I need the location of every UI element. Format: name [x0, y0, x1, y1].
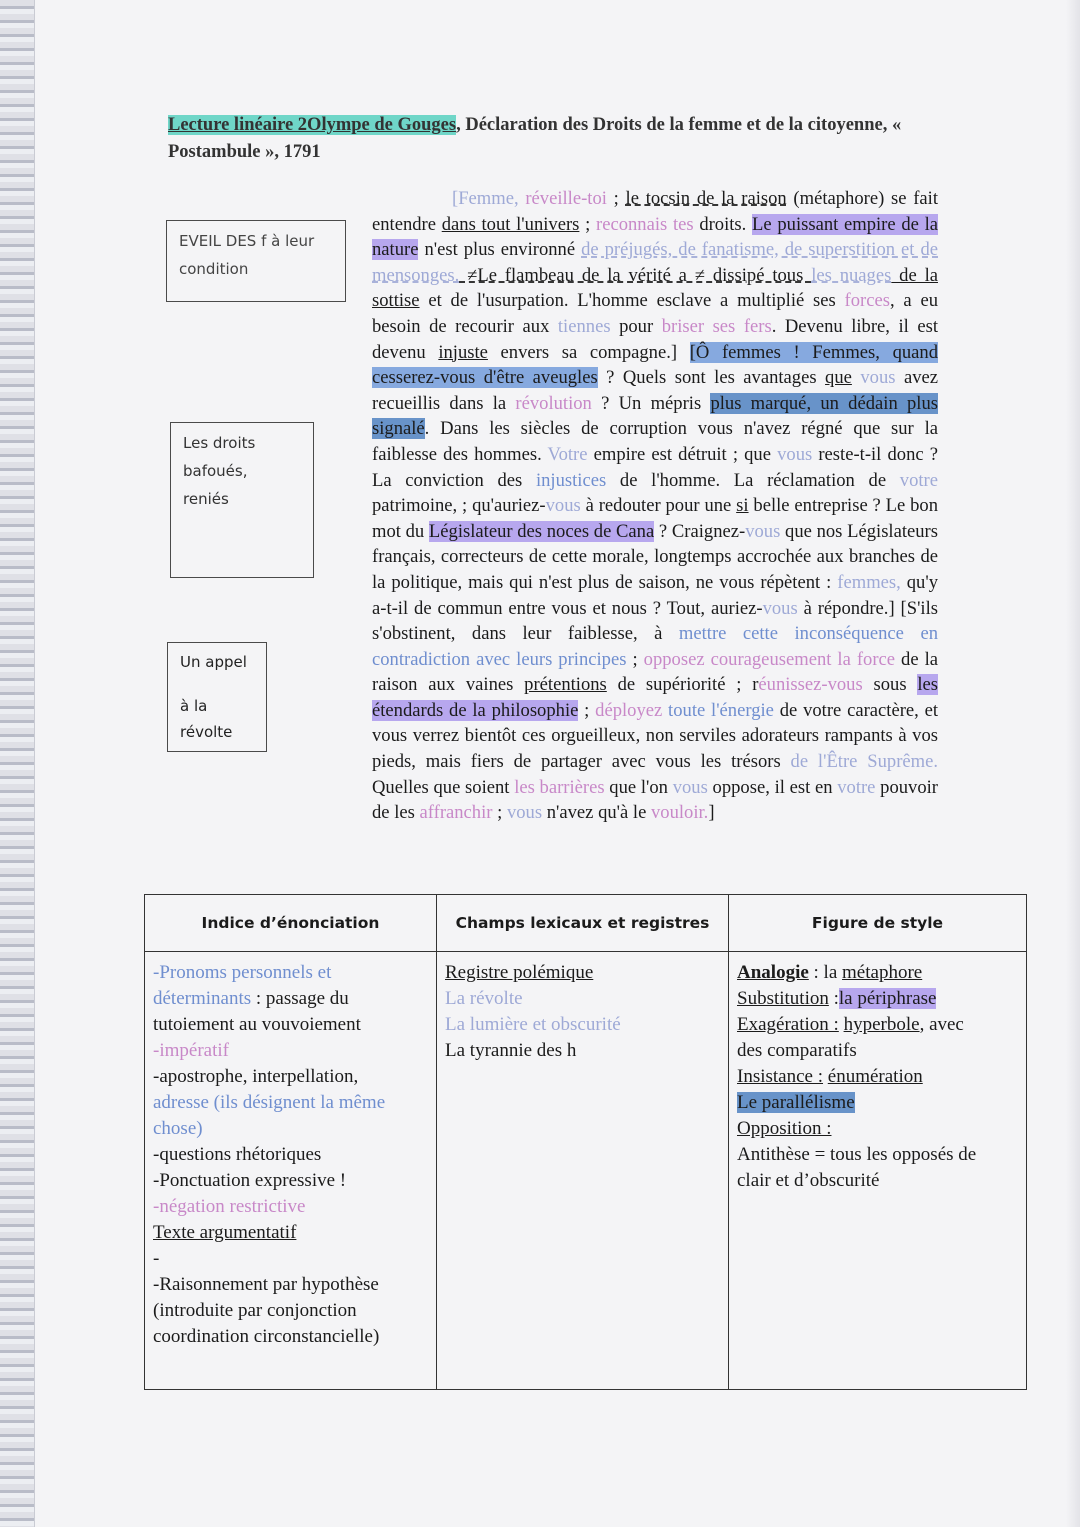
t11: n'est plus environné	[418, 239, 582, 261]
t30: révolution	[515, 392, 592, 414]
t39: de l'homme. La réclamation de	[606, 469, 900, 491]
table-header-row	[145, 895, 1027, 952]
figure-antithese-cont: clair et d’obscurité	[737, 1170, 880, 1191]
list-item: -impératif	[153, 1040, 229, 1061]
t53: vous	[762, 597, 798, 619]
page-shadow	[1066, 0, 1080, 1527]
t52: qu'y a-t-il de commun entre vous et nous ? Tout, auriez-	[372, 571, 938, 619]
t7: ;	[579, 213, 596, 235]
figure-rest: , avec	[919, 1014, 964, 1035]
t32: plus marqué, un dédain plus signalé	[372, 392, 938, 440]
list-item: -apostrophe, interpellation,	[153, 1066, 359, 1087]
t8: reconnais tes	[596, 213, 694, 235]
list-item: -Raisonnement par hypothèse	[153, 1274, 379, 1295]
t47: Législateur des noces de Cana	[428, 520, 655, 542]
t19: tiennes	[557, 315, 611, 337]
margin-note-line: Un appel	[180, 653, 247, 671]
t70: Quelles que soient	[372, 776, 515, 798]
t64: les étendards de la philosophie	[372, 674, 939, 721]
list-item: Texte argumentatif	[153, 1222, 297, 1243]
t54: à répondre.] [S'ils s'obstinent, dans leur faiblesse, à	[372, 597, 938, 645]
margin-note-line: condition	[179, 260, 249, 278]
t82: ]	[708, 802, 715, 824]
t37: reste-t-il donc ? La conviction des	[372, 443, 938, 491]
title-rest: , Déclaration des Droits de la femme et de la citoyenne, « Postambule », 1791	[168, 115, 902, 162]
t50: que nos Législateurs français, correcteurs de cette morale, longtemps accrochée aux branches de la politique, mais qui n'est plus de saison, ne vous répètent :	[372, 520, 938, 593]
t60: prétentions	[524, 674, 607, 696]
t21: briser ses fers	[661, 315, 772, 337]
t10: Le puissant empire de la nature	[372, 213, 939, 261]
margin-note-line: bafoués,	[183, 462, 248, 480]
main-text	[372, 186, 938, 826]
t41: patrimoine,	[372, 495, 458, 517]
cell-champs-lexicaux	[437, 952, 729, 1390]
margin-note-appel	[167, 642, 267, 752]
t13: ≠Le flambeau de la vérité a ≠ dissipé tous	[459, 264, 812, 286]
t81: vouloir.	[651, 802, 709, 824]
t27: que	[825, 367, 852, 389]
t61: de supériorité ; r	[606, 674, 759, 696]
figure-value: énumération	[827, 1066, 923, 1087]
t62: éunissez-vous	[758, 674, 863, 696]
figure-exageration	[737, 1012, 1018, 1038]
figure-sep: :	[828, 988, 839, 1009]
t51: femmes,	[837, 571, 901, 593]
t26: ? Quels sont les avantages	[597, 367, 826, 389]
list-item: Registre polémique	[445, 962, 594, 983]
margin-note-eveil	[166, 220, 346, 302]
list-item: tutoiement au vouvoiement	[153, 1014, 361, 1035]
t4: le tocsin de la raison	[625, 188, 787, 209]
list-item: La tyrannie des h	[445, 1040, 577, 1061]
figure-sep: : la	[808, 962, 843, 983]
t17: forces	[844, 290, 890, 312]
t23: injuste	[438, 341, 488, 363]
t63: sous	[862, 674, 918, 696]
t73: vous	[672, 776, 708, 798]
t3: ;	[606, 188, 626, 209]
margin-note-line: à la	[180, 697, 208, 715]
list-item: chose)	[153, 1118, 203, 1139]
margin-note-line: Les droits	[183, 434, 256, 452]
t33: . Dans les siècles de corruption vous n'avez régné que sur la faiblesse des hommes.	[372, 418, 938, 465]
cell-enonciation	[145, 952, 437, 1390]
figure-parallelisme	[737, 1090, 1018, 1116]
t80: n'avez qu'à le	[542, 802, 651, 824]
list-item: -	[153, 1248, 160, 1269]
figure-value: Le parallélisme	[737, 1092, 855, 1113]
figure-label: Exagération :	[737, 1014, 839, 1035]
t15: de la sottise	[372, 264, 938, 312]
list-item: -Ponctuation expressive !	[153, 1170, 347, 1191]
t25: [Ô femmes ! Femmes, quand cesserez-vous d'être aveugles	[372, 341, 939, 389]
header-figure-de-style: Figure de style	[729, 895, 1027, 952]
t2: réveille-toi	[525, 188, 607, 209]
figure-value: métaphore	[842, 962, 923, 983]
t68: de votre caractère, et vous verrez bientôt ces orgueilleux, non serviles adorateurs rampants à vos pieds, mais fiers de partager avec vous les trésors	[372, 699, 939, 773]
t74: oppose, il est en	[707, 776, 838, 798]
t45: si	[736, 495, 749, 517]
margin-note-line: reniés	[183, 490, 229, 508]
t31: ? Un mépris	[591, 392, 711, 414]
t75: votre	[837, 776, 876, 798]
t36: vous	[777, 443, 813, 465]
t42: ; qu'auriez-	[457, 495, 546, 517]
t71: les barrières	[514, 776, 605, 798]
figure-label: Analogie	[737, 962, 809, 983]
t48: ? Craignez-	[654, 520, 746, 542]
t6: dans tout l'univers	[441, 213, 580, 235]
figure-label: Substitution	[737, 988, 829, 1009]
t18: , a eu besoin de recourir aux	[372, 290, 938, 337]
document-title	[168, 112, 958, 166]
t20: pour	[610, 315, 662, 337]
figure-opposition: Opposition :	[737, 1118, 832, 1139]
margin-note-droits	[170, 422, 314, 578]
t29: avez recueillis dans la	[372, 367, 938, 414]
t57: opposez	[643, 648, 705, 670]
t59: de la raison aux vaines	[372, 648, 939, 696]
t9: droits.	[693, 213, 753, 235]
margin-note-line: révolte	[180, 723, 233, 741]
list-item: -négation restrictive	[153, 1196, 306, 1217]
margin-note-line: EVEIL DES f à leur	[179, 232, 315, 250]
t76: pouvoir de les	[372, 776, 939, 824]
t16: et de l'usurpation. L'homme esclave a multiplié ses	[419, 290, 845, 312]
cell-figure-de-style	[729, 952, 1027, 1390]
t79: vous	[506, 802, 543, 824]
t65: ;	[578, 699, 596, 721]
list-item: La lumière et obscurité	[445, 1014, 621, 1035]
analysis-table	[144, 894, 1027, 1390]
t24: envers sa compagne.]	[487, 341, 690, 363]
list-item: La révolte	[445, 988, 523, 1009]
t12: de préjugés, de fanatisme, de superstition et de mensonges.	[372, 239, 938, 286]
table-row	[145, 952, 1027, 1390]
t49: vous	[745, 520, 781, 542]
list-item: -questions rhétoriques	[153, 1144, 322, 1165]
t56: ;	[626, 648, 644, 670]
t58: courageusement la force	[704, 648, 896, 670]
t38: injustices	[535, 469, 607, 491]
t1: [Femme,	[452, 188, 526, 209]
t66: déployez	[595, 699, 663, 721]
header-champs-lexicaux: Champs lexicaux et registres	[437, 895, 729, 952]
t46: belle entreprise ? Le bon mot du	[372, 495, 939, 542]
list-item: -Pronoms personnels et	[153, 962, 332, 983]
t35: empire est détruit ; que	[587, 443, 778, 465]
figure-insistance	[737, 1064, 1018, 1090]
figure-value: la périphrase	[838, 988, 937, 1009]
t28: vous	[851, 367, 896, 389]
list-item-term: déterminants	[153, 988, 252, 1009]
t69: de l'Être Suprême.	[790, 751, 939, 773]
t43: vous	[545, 495, 581, 517]
t72: que l'on	[604, 776, 673, 798]
margin-note-spacer	[180, 675, 254, 693]
t67: toute l'énergie	[662, 699, 774, 721]
binder-edge	[0, 0, 35, 1527]
t78: ;	[492, 802, 507, 824]
figure-label: Insistance :	[737, 1066, 824, 1087]
main-paragraph	[372, 186, 938, 826]
list-item	[153, 986, 428, 1012]
figure-exageration-cont: des comparatifs	[737, 1040, 857, 1061]
t34: Votre	[547, 443, 588, 465]
list-item: adresse (ils désignent la même	[153, 1092, 386, 1113]
t40: votre	[899, 469, 938, 491]
t77: affranchir	[419, 802, 493, 824]
figure-analogie	[737, 960, 1018, 986]
list-item-suffix: : passage du	[251, 988, 349, 1009]
t55: mettre cette inconséquence en contradiction avec leurs principes	[372, 623, 938, 670]
t22: . Devenu libre, il est devenu	[372, 315, 938, 363]
figure-value: hyperbole	[843, 1014, 920, 1035]
t44: à redouter pour une	[580, 495, 737, 517]
figure-antithese: Antithèse = tous les opposés de	[737, 1144, 977, 1165]
title-highlight: Lecture linéaire 2Olympe de Gouges	[168, 115, 457, 135]
header-enonciation: Indice d’énonciation	[145, 895, 437, 952]
figure-substitution	[737, 986, 1018, 1012]
t5: (métaphore) se fait entendre	[372, 188, 938, 235]
list-item: coordination circonstancielle)	[153, 1326, 380, 1347]
t14: les nuages	[811, 264, 892, 286]
list-item: (introduite par conjonction	[153, 1300, 357, 1321]
